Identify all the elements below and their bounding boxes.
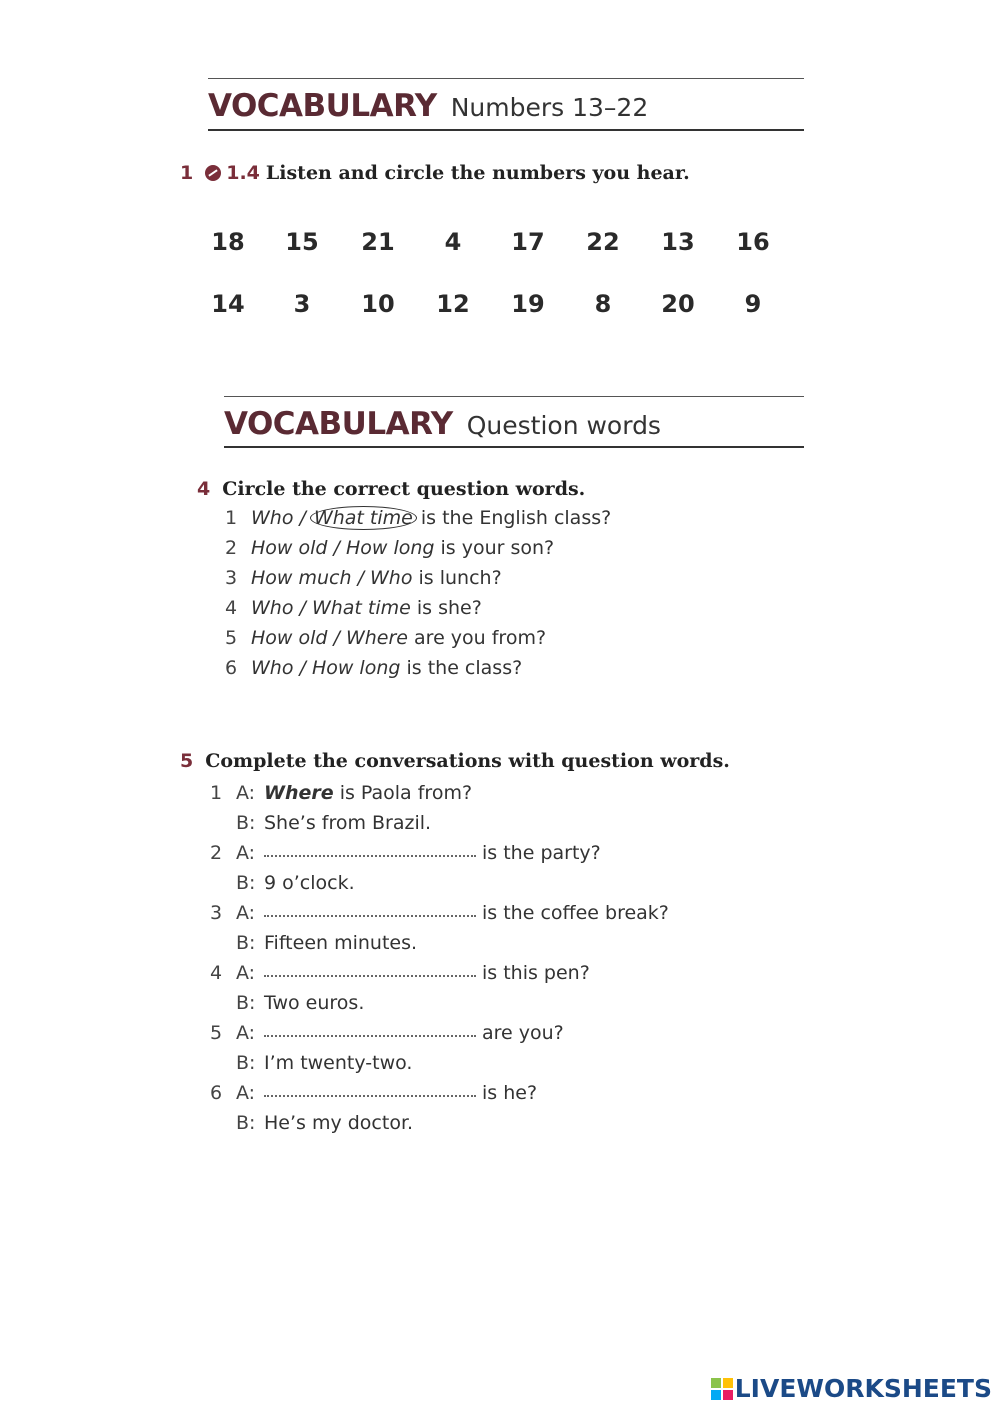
- audio-cd-icon[interactable]: [205, 165, 221, 181]
- dialogue-line-a: [210, 842, 601, 864]
- top-rule: [208, 78, 804, 79]
- number-option[interactable]: 22: [586, 228, 620, 256]
- question-rest: is lunch?: [418, 567, 502, 589]
- exercise-4-instruction: [197, 478, 585, 500]
- item-number: 3: [210, 902, 223, 924]
- option-1[interactable]: How old: [251, 627, 328, 649]
- speaker-b-label: B:: [236, 872, 256, 894]
- item-number: 2: [210, 842, 223, 864]
- dialogue-example-b: [236, 812, 431, 834]
- dialogue-line-a: [210, 1082, 537, 1104]
- option-2[interactable]: Who: [370, 567, 413, 589]
- answer-blank[interactable]: [264, 914, 476, 917]
- number-option[interactable]: 21: [361, 228, 395, 256]
- reply-text: 9 o’clock.: [264, 872, 355, 894]
- option-2[interactable]: What time: [310, 506, 417, 530]
- reply-text: She’s from Brazil.: [264, 812, 432, 834]
- exercise-number: 4: [197, 478, 211, 500]
- item-number: 3: [225, 567, 238, 589]
- question-item: [225, 567, 502, 589]
- question-rest: is the party?: [482, 842, 601, 864]
- item-number: 4: [225, 597, 238, 619]
- dialogue-line-a: [210, 1022, 564, 1044]
- question-rest: is this pen?: [482, 962, 590, 984]
- heading-underline: [208, 129, 804, 131]
- dialogue-line-a: [210, 962, 590, 984]
- number-option[interactable]: 9: [744, 290, 762, 318]
- dialogue-line-b: [236, 1112, 413, 1134]
- option-separator: /: [327, 627, 346, 649]
- exercise-number: 5: [180, 750, 194, 772]
- exercise-number: 1: [180, 162, 194, 184]
- exercise-5-instruction: [180, 750, 730, 772]
- option-1[interactable]: How much: [251, 567, 352, 589]
- answer-blank[interactable]: [264, 1094, 476, 1097]
- instruction-text: Listen and circle the numbers you hear.: [265, 162, 690, 184]
- option-1[interactable]: Who: [251, 657, 294, 679]
- option-separator: /: [293, 597, 312, 619]
- instruction-text: Complete the conversations with question words.: [205, 750, 730, 772]
- brand-logo-icon: [711, 1378, 733, 1400]
- item-number: 5: [225, 627, 238, 649]
- speaker-a-label: A:: [236, 902, 256, 924]
- speaker-a-label: A:: [236, 962, 256, 984]
- answer-blank[interactable]: [264, 1034, 476, 1037]
- option-separator: /: [351, 567, 371, 589]
- question-rest: is he?: [482, 1082, 538, 1104]
- reply-text: Fifteen minutes.: [264, 932, 418, 954]
- section-heading-numbers: [208, 88, 648, 124]
- speaker-b-label: B:: [236, 932, 256, 954]
- question-item: [225, 657, 522, 679]
- question-rest: is your son?: [440, 537, 555, 559]
- item-number: 6: [225, 657, 238, 679]
- question-item: [225, 627, 546, 649]
- dialogue-example-a: [210, 782, 472, 804]
- item-number: 1: [225, 507, 238, 529]
- option-2[interactable]: How long: [345, 537, 435, 559]
- number-option[interactable]: 15: [285, 228, 319, 256]
- number-option[interactable]: 4: [444, 228, 462, 256]
- item-number: 5: [210, 1022, 223, 1044]
- question-rest: are you?: [482, 1022, 564, 1044]
- answer-blank[interactable]: [264, 854, 476, 857]
- speaker-a-label: A:: [236, 1022, 256, 1044]
- number-option[interactable]: 19: [511, 290, 545, 318]
- heading-subtitle: Question words: [466, 411, 661, 440]
- heading-title: VOCABULARY: [208, 88, 437, 124]
- item-number: 2: [225, 537, 238, 559]
- heading-underline: [224, 446, 804, 448]
- option-1[interactable]: How old: [251, 537, 328, 559]
- speaker-b-label: B:: [236, 992, 256, 1014]
- number-option[interactable]: 3: [293, 290, 311, 318]
- reply-text: I’m twenty-two.: [264, 1052, 413, 1074]
- audio-track-number: 1.4: [226, 162, 260, 184]
- section-heading-question-words: [224, 406, 661, 442]
- option-1[interactable]: Who: [251, 597, 294, 619]
- question-rest: is the English class?: [420, 507, 612, 529]
- speaker-a-label: A:: [236, 782, 256, 804]
- number-option[interactable]: 16: [736, 228, 770, 256]
- brand-name: LIVEWORKSHEETS: [734, 1374, 992, 1403]
- option-1[interactable]: Who: [251, 507, 294, 529]
- dialogue-line-b: [236, 872, 355, 894]
- item-number: 6: [210, 1082, 223, 1104]
- dialogue-line-a: [210, 902, 669, 924]
- question-rest: is she?: [416, 597, 482, 619]
- speaker-a-label: A:: [236, 842, 256, 864]
- heading-title: VOCABULARY: [224, 406, 453, 442]
- reply-text: Two euros.: [264, 992, 365, 1014]
- item-number: 1: [210, 782, 223, 804]
- option-2[interactable]: What time: [311, 597, 411, 619]
- option-separator: /: [293, 507, 312, 529]
- question-item: [225, 507, 611, 529]
- speaker-b-label: B:: [236, 812, 256, 834]
- option-separator: /: [293, 657, 312, 679]
- option-2[interactable]: Where: [345, 627, 408, 649]
- option-separator: /: [327, 537, 346, 559]
- number-option[interactable]: 8: [594, 290, 612, 318]
- exercise-1-instruction: [180, 162, 690, 184]
- dialogue-line-b: [236, 932, 417, 954]
- question-rest: is Paola from?: [339, 782, 473, 804]
- example-answer: Where: [264, 782, 334, 804]
- question-rest: is the class?: [406, 657, 523, 679]
- speaker-a-label: A:: [236, 1082, 256, 1104]
- number-option[interactable]: 20: [661, 290, 695, 318]
- dialogue-line-b: [236, 1052, 412, 1074]
- number-option[interactable]: 14: [211, 290, 245, 318]
- dialogue-line-b: [236, 992, 364, 1014]
- liveworksheets-logo: [711, 1374, 992, 1403]
- number-option[interactable]: 12: [436, 290, 470, 318]
- answer-blank[interactable]: [264, 974, 476, 977]
- reply-text: He’s my doctor.: [264, 1112, 414, 1134]
- number-option[interactable]: 17: [511, 228, 545, 256]
- number-option[interactable]: 13: [661, 228, 695, 256]
- question-item: [225, 537, 554, 559]
- option-2[interactable]: How long: [311, 657, 401, 679]
- speaker-b-label: B:: [236, 1052, 256, 1074]
- instruction-text: Circle the correct question words.: [222, 478, 586, 500]
- number-option[interactable]: 10: [361, 290, 395, 318]
- speaker-b-label: B:: [236, 1112, 256, 1134]
- question-item: [225, 597, 482, 619]
- question-rest: is the coffee break?: [482, 902, 669, 924]
- top-rule: [224, 396, 804, 397]
- item-number: 4: [210, 962, 223, 984]
- number-option[interactable]: 18: [211, 228, 245, 256]
- heading-subtitle: Numbers 13–22: [450, 93, 649, 122]
- question-rest: are you from?: [414, 627, 547, 649]
